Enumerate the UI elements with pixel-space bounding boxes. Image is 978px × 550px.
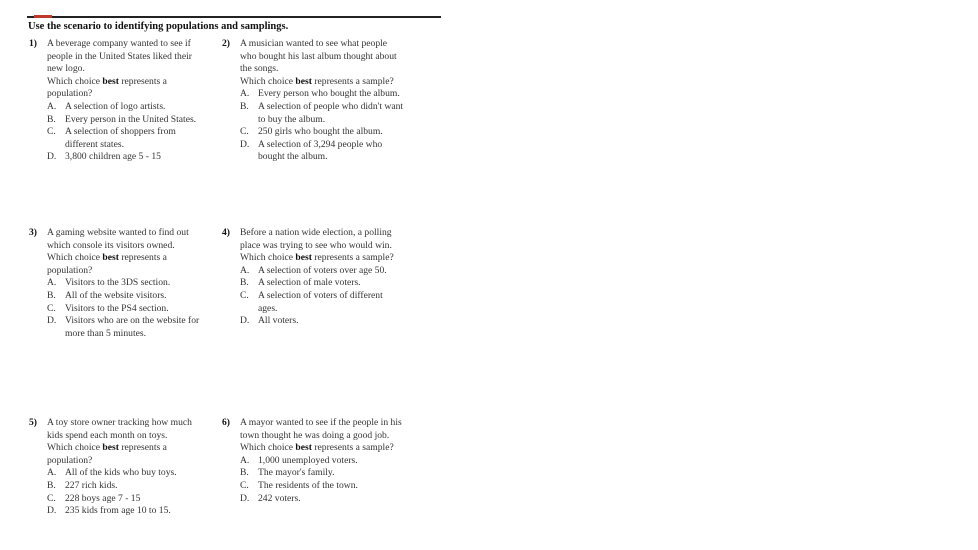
option-text: All of the website visitors. [65, 289, 167, 301]
header-mark [34, 15, 52, 18]
question-prompt: Which choice best represents a sample? [240, 442, 394, 454]
header-rule [27, 16, 441, 18]
question-stem: A mayor wanted to see if the people in his town thought he was doing a good job. [240, 417, 402, 441]
answer-option-d[interactable] [47, 151, 209, 164]
question-number: 4) [222, 227, 230, 238]
option-text: All voters. [258, 315, 299, 327]
option-text: 242 voters. [258, 492, 301, 504]
answer-option-d[interactable] [47, 315, 209, 340]
question-number: 3) [29, 227, 37, 238]
option-letter: B. [47, 113, 56, 125]
option-letter: A. [47, 467, 57, 479]
option-letter: C. [47, 126, 56, 138]
option-text: 227 rich kids. [65, 479, 118, 491]
question-stem: A toy store owner tracking how much kids spend each month on toys. [47, 417, 192, 441]
option-text: A selection of male voters. [258, 277, 361, 289]
answer-option-b[interactable] [240, 467, 404, 480]
question-number: 1) [29, 38, 37, 49]
answer-option-a[interactable] [240, 265, 404, 278]
option-text: A selection of logo artists. [65, 100, 166, 112]
option-letter: C. [240, 479, 249, 491]
question-stem: Before a nation wide election, a polling place was trying to see who would win. [240, 227, 392, 251]
answer-option-a[interactable] [240, 455, 404, 468]
option-letter: D. [240, 492, 250, 504]
answer-option-c[interactable] [47, 493, 209, 506]
option-text: Visitors to the 3DS section. [65, 277, 171, 289]
option-letter: A. [240, 264, 250, 276]
answer-option-d[interactable] [240, 493, 404, 506]
answer-option-c[interactable] [240, 126, 404, 139]
option-letter: B. [47, 479, 56, 491]
question-number: 5) [29, 417, 37, 428]
option-text: 235 kids from age 10 to 15. [65, 505, 171, 517]
option-text: All of the kids who buy toys. [65, 467, 177, 479]
answer-option-a[interactable] [47, 467, 209, 480]
option-letter: C. [240, 289, 249, 301]
option-letter: B. [240, 467, 249, 479]
option-text: 228 boys age 7 - 15 [65, 492, 141, 504]
answer-option-b[interactable] [240, 277, 404, 290]
option-letter: D. [47, 315, 57, 327]
option-letter: B. [240, 277, 249, 289]
option-letter: D. [47, 505, 57, 517]
answer-option-b[interactable] [47, 114, 209, 127]
option-text: 1,000 unemployed voters. [258, 454, 358, 466]
answer-option-c[interactable] [240, 480, 404, 493]
question-stem: A beverage company wanted to see if people in the United States liked their new logo. [47, 38, 192, 75]
option-text: The residents of the town. [258, 479, 358, 491]
question-number: 2) [222, 38, 230, 49]
answer-option-c[interactable] [47, 126, 209, 151]
option-letter: C. [47, 492, 56, 504]
option-letter: A. [240, 454, 250, 466]
answer-option-d[interactable] [240, 139, 404, 164]
answer-option-b[interactable] [47, 290, 209, 303]
answer-option-d[interactable] [240, 315, 404, 328]
option-letter: D. [47, 151, 57, 163]
answer-option-a[interactable] [240, 88, 404, 101]
option-text: A selection of voters of different ages. [258, 289, 383, 314]
question-stem: A gaming website wanted to find out which console its visitors owned. [47, 227, 189, 251]
answer-option-b[interactable] [240, 101, 404, 126]
option-text: 3,800 children age 5 - 15 [65, 151, 161, 163]
option-letter: A. [47, 100, 57, 112]
option-text: A selection of people who didn't want to buy the album. [258, 100, 404, 125]
option-text: The mayor's family. [258, 467, 335, 479]
option-letter: C. [240, 126, 249, 138]
answer-option-b[interactable] [47, 480, 209, 493]
option-text: Every person in the United States. [65, 113, 197, 125]
question-prompt: Which choice best represents a sample? [240, 75, 394, 87]
option-letter: D. [240, 138, 250, 150]
question-prompt: Which choice best represents a population? [47, 442, 167, 466]
option-letter: A. [240, 88, 250, 100]
option-text: Every person who bought the album. [258, 88, 400, 100]
option-text: A selection of shoppers from different states. [65, 126, 176, 150]
option-letter: B. [240, 100, 249, 112]
question-prompt: Which choice best represents a sample? [240, 252, 394, 264]
option-text: 250 girls who bought the album. [258, 126, 383, 138]
option-text: A selection of 3,294 people who bought the album. [258, 138, 383, 163]
option-letter: D. [240, 315, 250, 327]
option-letter: C. [47, 302, 56, 314]
option-letter: B. [47, 289, 56, 301]
answer-option-c[interactable] [240, 290, 404, 315]
option-text: Visitors to the PS4 section. [65, 302, 169, 314]
question-prompt: Which choice best represents a population? [47, 75, 167, 100]
answer-option-a[interactable] [47, 277, 209, 290]
answer-option-c[interactable] [47, 303, 209, 316]
answer-option-a[interactable] [47, 101, 209, 114]
instructions: Use the scenario to identifying populations and samplings. [28, 21, 289, 32]
answer-option-d[interactable] [47, 505, 209, 518]
question-number: 6) [222, 417, 230, 428]
option-text: A selection of voters over age 50. [258, 264, 387, 276]
question-stem: A musician wanted to see what people who bought his last album thought about the songs. [240, 38, 397, 75]
question-prompt: Which choice best represents a population? [47, 252, 167, 276]
option-text: Visitors who are on the website for more than 5 minutes. [65, 315, 200, 339]
option-letter: A. [47, 277, 57, 289]
